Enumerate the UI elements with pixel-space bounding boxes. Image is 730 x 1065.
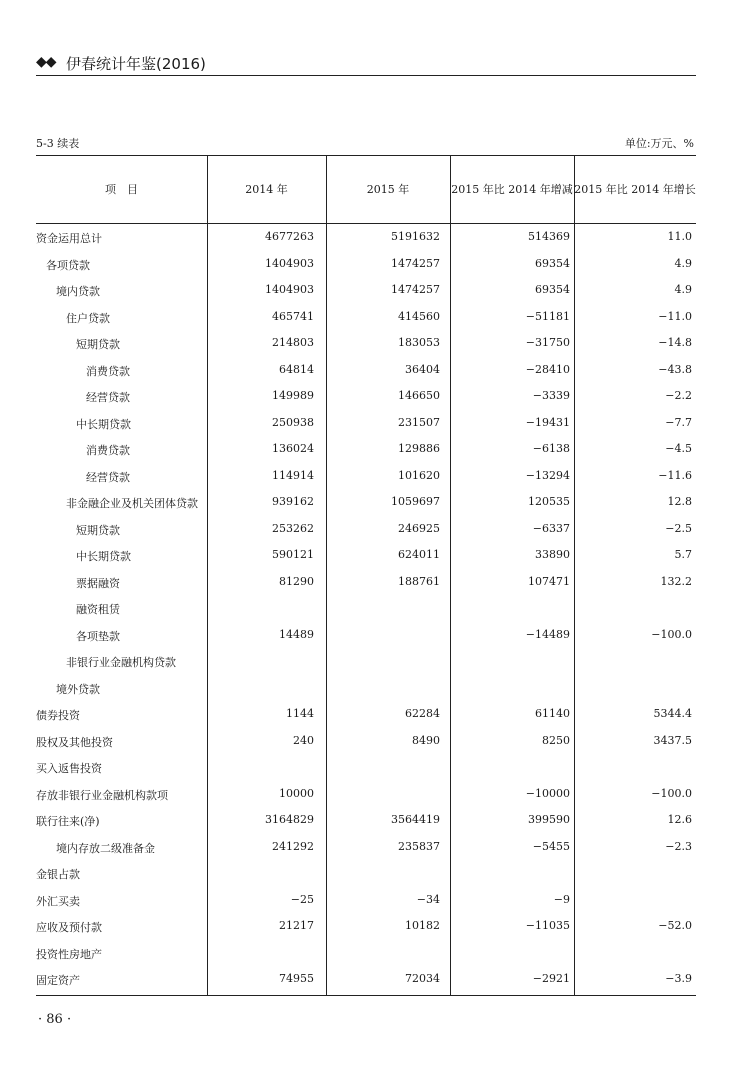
row-item-label: 短期贷款	[76, 523, 120, 537]
value-2014: 64814	[279, 362, 314, 376]
row-item-label: 应收及预付款	[36, 921, 102, 934]
row-item-label: 中长期贷款	[76, 417, 131, 431]
unit-label: 单位:万元、%	[624, 137, 694, 150]
statistics-table	[36, 155, 696, 995]
value-2014: 250938	[272, 415, 314, 429]
value-2015: 5191632	[391, 230, 440, 243]
value-2014: 114914	[272, 468, 314, 482]
header-item: 项 目	[105, 183, 138, 196]
row-item-label: 联行往来(净)	[36, 815, 100, 828]
row-item-label: 买入返售投资	[36, 762, 102, 775]
row-item-label: 经营贷款	[86, 470, 130, 484]
value-change: 120535	[528, 495, 570, 508]
table-row	[36, 358, 696, 385]
running-head	[36, 53, 696, 76]
value-2014: 14489	[279, 627, 314, 641]
value-2015: 129886	[398, 442, 440, 455]
table-row	[36, 941, 696, 968]
value-change: −51181	[525, 309, 570, 323]
value-change: 61140	[535, 707, 570, 720]
value-change: −10000	[525, 786, 570, 800]
value-growth: −2.5	[665, 521, 692, 535]
value-2014: 214803	[272, 336, 314, 349]
table-row	[36, 755, 696, 782]
value-growth: −11.6	[658, 468, 692, 482]
value-change: −6337	[532, 521, 570, 535]
header-growth: 2015 年比 2014 年增长	[574, 183, 696, 196]
value-2015: 183053	[398, 336, 440, 349]
value-2014: 21217	[279, 919, 314, 932]
value-2015: 231507	[398, 415, 440, 429]
table-row	[36, 331, 696, 358]
value-change: −31750	[525, 336, 570, 349]
row-item-label: 股权及其他投资	[36, 735, 113, 749]
value-growth: 12.6	[667, 813, 692, 826]
value-change: −2921	[532, 972, 570, 985]
table-row	[36, 225, 696, 252]
value-change: −9	[553, 892, 570, 906]
table-bottom-rule	[36, 995, 696, 996]
table-row	[36, 808, 696, 835]
value-change: −19431	[525, 415, 570, 429]
value-2015: 188761	[398, 574, 440, 588]
table-row	[36, 729, 696, 756]
value-change: −5455	[532, 839, 570, 853]
row-item-label: 资金运用总计	[36, 232, 102, 245]
value-2015: 62284	[405, 707, 440, 720]
value-change: 69354	[535, 283, 570, 296]
row-item-label: 融资租赁	[76, 603, 120, 616]
value-growth: −52.0	[658, 919, 692, 932]
table-row	[36, 464, 696, 491]
value-2014: 74955	[279, 972, 314, 985]
value-2015: 624011	[398, 548, 440, 561]
value-2015: 3564419	[391, 813, 440, 826]
row-item-label: 经营贷款	[86, 391, 130, 404]
value-2014: 149989	[272, 389, 314, 402]
row-item-label: 境外贷款	[56, 682, 100, 696]
table-label: 5-3 续表	[36, 137, 80, 150]
row-item-label: 境内存放二级准备金	[56, 841, 155, 855]
table-row	[36, 490, 696, 517]
value-change: 107471	[528, 574, 570, 588]
table-row	[36, 649, 696, 676]
value-growth: 11.0	[667, 230, 692, 243]
row-item-label: 投资性房地产	[36, 947, 102, 961]
value-2015: 10182	[405, 919, 440, 932]
value-2014: 465741	[272, 309, 314, 323]
row-item-label: 住户贷款	[66, 311, 110, 325]
value-2015: 246925	[398, 521, 440, 535]
value-2014: 253262	[272, 521, 314, 535]
row-item-label: 存放非银行业金融机构款项	[36, 788, 168, 802]
value-growth: 3437.5	[653, 733, 692, 747]
row-item-label: 非银行业金融机构贷款	[66, 656, 176, 669]
value-2014: 4677263	[265, 230, 314, 243]
table-row	[36, 914, 696, 941]
value-change: −13294	[525, 468, 570, 482]
row-item-label: 各项垫款	[76, 629, 120, 643]
value-2014: 10000	[279, 786, 314, 800]
value-growth: −100.0	[651, 627, 692, 641]
table-row	[36, 623, 696, 650]
row-item-label: 非金融企业及机关团体贷款	[66, 497, 198, 510]
value-change: 69354	[535, 256, 570, 270]
value-growth: 132.2	[660, 574, 692, 588]
yearbook-title: 伊春统计年鉴(2016)	[66, 55, 206, 73]
value-change: 514369	[528, 230, 570, 243]
value-growth: 5344.4	[653, 707, 692, 720]
table-row	[36, 437, 696, 464]
value-change: −28410	[525, 362, 570, 376]
table-row	[36, 835, 696, 862]
value-growth: −3.9	[665, 972, 692, 985]
table-row	[36, 543, 696, 570]
table-row	[36, 702, 696, 729]
header-rule	[36, 223, 696, 224]
value-growth: −4.5	[665, 442, 692, 455]
value-2015: 1474257	[391, 283, 440, 296]
value-growth: −2.2	[665, 389, 692, 402]
row-item-label: 中长期贷款	[76, 550, 131, 563]
value-2014: 240	[293, 733, 314, 747]
value-2014: −25	[290, 892, 314, 906]
table-row	[36, 888, 696, 915]
row-item-label: 固定资产	[36, 974, 80, 987]
value-2014: 81290	[279, 574, 314, 588]
table-row	[36, 967, 696, 994]
value-2015: 235837	[398, 839, 440, 853]
row-item-label: 外汇买卖	[36, 894, 80, 908]
value-change: −11035	[525, 919, 570, 932]
table-row	[36, 782, 696, 809]
value-2014: 1404903	[265, 283, 314, 296]
value-growth: −100.0	[651, 786, 692, 800]
value-2015: 1059697	[391, 495, 440, 508]
value-2014: 590121	[272, 548, 314, 561]
value-growth: −43.8	[658, 362, 692, 376]
value-growth: 12.8	[667, 495, 692, 508]
value-2014: 1404903	[265, 256, 314, 270]
row-item-label: 消费贷款	[86, 364, 130, 378]
value-change: −14489	[525, 627, 570, 641]
header-2015: 2015 年	[366, 183, 410, 196]
value-2015: 146650	[398, 389, 440, 402]
table-row	[36, 384, 696, 411]
value-change: 33890	[535, 548, 570, 561]
table-row	[36, 411, 696, 438]
table-row	[36, 861, 696, 888]
diamond-ornament-icon: ◆◆	[36, 54, 56, 70]
table-row	[36, 517, 696, 544]
table-row	[36, 278, 696, 305]
table-row	[36, 596, 696, 623]
value-growth: 5.7	[674, 548, 692, 561]
header-change: 2015 年比 2014 年增减	[451, 183, 573, 196]
value-growth: −11.0	[658, 309, 692, 323]
value-growth: −14.8	[658, 336, 692, 349]
row-item-label: 消费贷款	[86, 444, 130, 457]
value-change: −3339	[532, 389, 570, 402]
value-change: 399590	[528, 813, 570, 826]
table-row	[36, 305, 696, 332]
value-growth: −7.7	[665, 415, 692, 429]
value-2014: 136024	[272, 442, 314, 455]
value-2015: 414560	[398, 309, 440, 323]
table-row	[36, 252, 696, 279]
value-2015: 101620	[398, 468, 440, 482]
row-item-label: 境内贷款	[56, 285, 100, 298]
value-growth: −2.3	[665, 839, 692, 853]
page-number: · 86 ·	[38, 1012, 72, 1027]
value-2015: 1474257	[391, 256, 440, 270]
row-item-label: 票据融资	[76, 576, 120, 590]
value-change: −6138	[532, 442, 570, 455]
table-row	[36, 570, 696, 597]
table-row	[36, 676, 696, 703]
header-2014: 2014 年	[245, 183, 288, 196]
value-growth: 4.9	[674, 283, 692, 296]
value-change: 8250	[542, 733, 570, 747]
row-item-label: 债券投资	[36, 709, 80, 722]
row-item-label: 各项贷款	[46, 258, 90, 272]
value-2015: 36404	[405, 362, 440, 376]
value-2015: 8490	[412, 733, 440, 747]
value-2014: 3164829	[265, 813, 314, 826]
value-2015: 72034	[405, 972, 440, 985]
value-2015: −34	[416, 892, 440, 906]
row-item-label: 金银占款	[36, 868, 80, 881]
value-2014: 241292	[272, 839, 314, 853]
value-growth: 4.9	[674, 256, 692, 270]
value-2014: 939162	[272, 495, 314, 508]
value-2014: 1144	[286, 707, 314, 720]
row-item-label: 短期贷款	[76, 338, 120, 351]
